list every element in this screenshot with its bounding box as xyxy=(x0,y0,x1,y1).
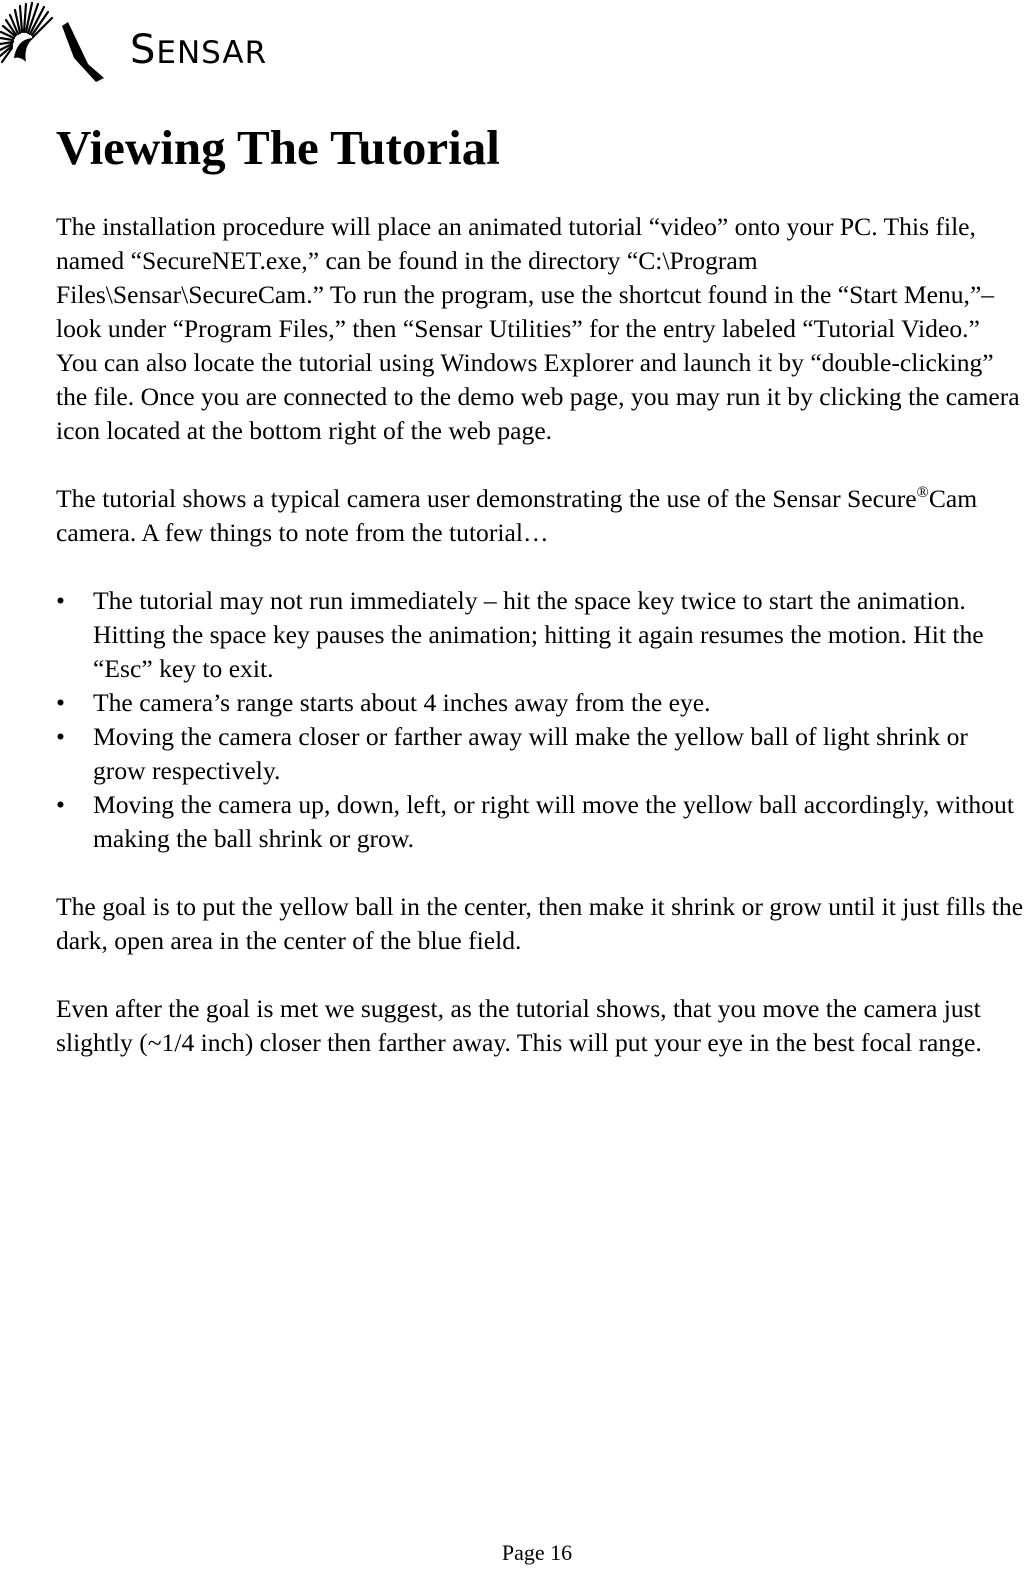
bullet-icon: • xyxy=(56,790,65,819)
bullet-icon: • xyxy=(56,722,65,751)
tutorial-summary-paragraph: The tutorial shows a typical camera user demonstrating the use of the Sensar Secure®Cam camera. A few things to note from the tutorial… xyxy=(56,484,978,547)
page-title: Viewing The Tutorial xyxy=(56,120,500,175)
page-number: Page 16 xyxy=(501,1540,573,1565)
bullet-icon: • xyxy=(56,688,65,717)
list-item: • The camera’s range starts about 4 inches away from the eye. xyxy=(56,686,1026,720)
logo-wordmark: SENSAR xyxy=(130,27,268,73)
sensar-logo xyxy=(0,0,300,90)
intro-paragraph: The installation procedure will place an animated tutorial “video” onto your PC. This file, named “SecureNET.exe,” can be found in the directory “C:\Program Files\Sensar\SecureCam.” To run the program, use the shortcut found in the “Start Menu,”–look under “Program Files,” then “Sensar Utilities” for the entry labeled “Tutorial Video.” You can also locate the tutorial using Windows Explorer and launch it by “double-clicking” the file. Once you are connected to the demo web page, you may run it by clicking the camera icon located at the bottom right of the web page. xyxy=(56,212,1020,445)
sensar-eye-icon xyxy=(0,0,120,90)
document-body xyxy=(56,210,1026,1094)
goal-paragraph: The goal is to put the yellow ball in the center, then make it shrink or grow until it just fills the dark, open area in the center of the blue field. xyxy=(56,892,1024,955)
tutorial-notes-list xyxy=(56,584,1026,856)
list-item: • Moving the camera up, down, left, or right will move the yellow ball accordingly, without making the ball shrink or grow. xyxy=(56,790,1014,853)
registered-mark: ® xyxy=(916,484,929,501)
list-item: • Moving the camera closer or farther away will make the yellow ball of light shrink or grow respectively. xyxy=(56,722,968,785)
list-item: • The tutorial may not run immediately – hit the space key twice to start the animation. Hitting the space key pauses the animation; hitting it again resumes the motion. Hit the “Esc” key to exit. xyxy=(56,586,984,683)
bullet-icon: • xyxy=(56,586,65,615)
final-paragraph: Even after the goal is met we suggest, as the tutorial shows, that you move the camera just slightly (~1/4 inch) closer then farther away. This will put your eye in the best focal range. xyxy=(56,994,982,1057)
